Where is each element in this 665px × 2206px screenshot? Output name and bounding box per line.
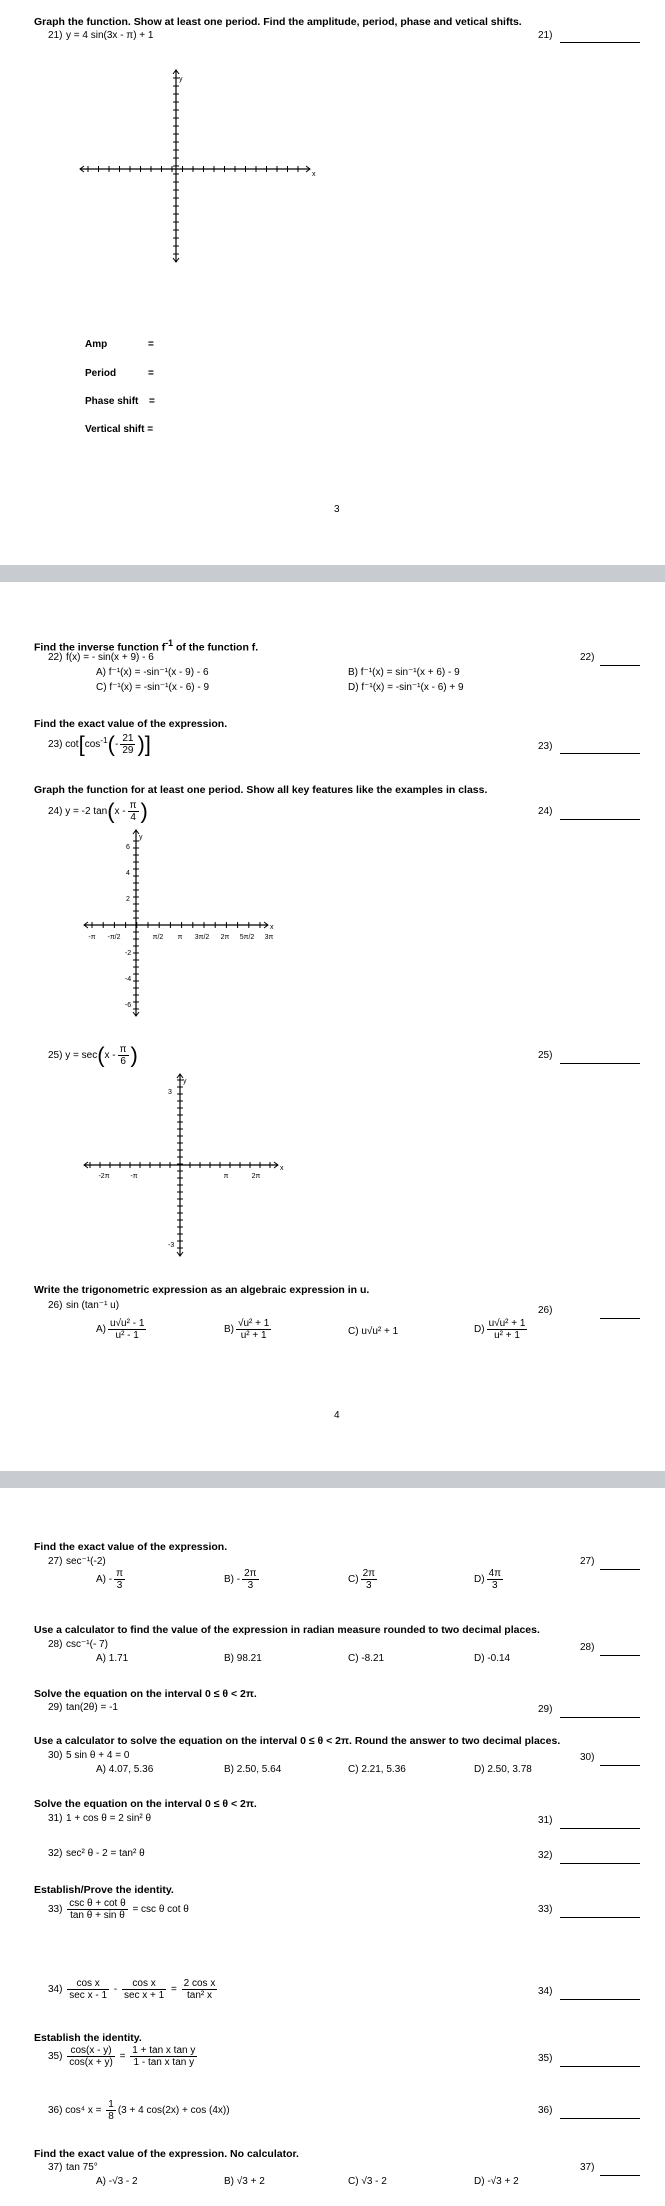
q22-option-a[interactable]: A) f⁻¹(x) = -sin⁻¹(x - 9) - 6 <box>96 667 209 678</box>
q26-option-a[interactable]: A) $\frac{\text{u√u² - 1}}{\text{u² - 1}}$ <box>96 1318 145 1341</box>
q31-equation: 1 + cos θ = 2 sin² θ <box>66 1813 152 1824</box>
x-axis-label: x <box>270 924 274 931</box>
q21-answer-label: 21) <box>538 30 553 41</box>
q26-number: 26) <box>48 1300 63 1311</box>
instruction-prove: Establish/Prove the identity. <box>34 1884 174 1896</box>
q37-number: 37) <box>48 2162 63 2173</box>
y-axis-label: y <box>183 1078 187 1085</box>
q33-identity: 33) $\frac{\text{csc θ + cot θ}}{\text{tan θ + sin θ}}$ = csc θ cot θ <box>48 1898 189 1921</box>
q37-answer-line[interactable] <box>600 2165 640 2176</box>
q25-answer-label: 25) <box>538 1050 553 1061</box>
x-tick-label: 3π <box>264 934 274 941</box>
phase-eq: = <box>149 396 155 407</box>
x-axis-label: x <box>312 171 316 178</box>
instruction-establish: Establish the identity. <box>34 2032 142 2044</box>
q22-option-d[interactable]: D) f⁻¹(x) = -sin⁻¹(x - 6) + 9 <box>348 682 464 693</box>
y-tick-label: -6 <box>124 1002 132 1009</box>
q37-option-d[interactable]: D) -√3 + 2 <box>474 2176 519 2187</box>
q22-option-c[interactable]: C) f⁻¹(x) = -sin⁻¹(x - 6) - 9 <box>96 682 210 693</box>
q26-answer-line[interactable] <box>600 1308 640 1319</box>
q30-option-d[interactable]: D) 2.50, 3.78 <box>474 1764 532 1775</box>
q27-option-b[interactable]: B) - $\frac{2\pi}{3}$ <box>224 1568 257 1591</box>
instruction-solve-2: Solve the equation on the interval 0 ≤ θ < 2π. <box>34 1798 257 1810</box>
q22-function: f(x) = - sin(x + 9) - 6 <box>66 652 154 663</box>
q24-expression: 24) y = -2 tan(x - $\frac{\pi}{4}$ ) <box>48 798 148 824</box>
q35-identity: 35) $\frac{\cos(x - y)}{\cos(x + y)}$ = $\frac{\text{1 + tan x tan y}}{\text{1 - tan x tan y}}$ <box>48 2045 196 2068</box>
instruction-no-calculator: Find the exact value of the expression. No calculator. <box>34 2148 299 2160</box>
y-axis-label: y <box>139 834 143 841</box>
instruction-inverse: Find the inverse function $f^{-1}$ of the function f. <box>34 638 259 654</box>
instruction-solve-1: Solve the equation on the interval 0 ≤ θ < 2π. <box>34 1688 257 1700</box>
page-separator-2 <box>0 1471 665 1488</box>
page-number-3: 3 <box>334 504 340 515</box>
instruction-graph: Graph the function. Show at least one period. Find the amplitude, period, phase and vetical shifts. <box>34 16 522 28</box>
graph-25[interactable] <box>82 1070 302 1260</box>
q28-number: 28) <box>48 1639 63 1650</box>
x-tick-label: -2π <box>98 1173 110 1180</box>
q31-number: 31) <box>48 1813 63 1824</box>
q27-answer-line[interactable] <box>600 1559 640 1570</box>
amp-eq: = <box>148 339 154 350</box>
period-label: Period <box>85 368 117 379</box>
y-bottom-label: -3 <box>168 1242 175 1249</box>
q37-option-b[interactable]: B) √3 + 2 <box>224 2176 265 2187</box>
q21-number: 21) <box>48 30 63 41</box>
instruction-graph-period: Graph the function for at least one period. Show all key features like the examples in class. <box>34 784 488 796</box>
instruction-exact-1: Find the exact value of the expression. <box>34 718 228 730</box>
q30-answer-label: 30) <box>580 1752 595 1763</box>
instruction-exact-2: Find the exact value of the expression. <box>34 1541 228 1553</box>
q29-equation: tan(2θ) = -1 <box>66 1702 118 1713</box>
x-tick-label: 5π/2 <box>239 934 255 941</box>
period-eq: = <box>148 368 154 379</box>
page-number-4: 4 <box>334 1410 340 1421</box>
q37-option-a[interactable]: A) -√3 - 2 <box>96 2176 138 2187</box>
q32-number: 32) <box>48 1848 63 1859</box>
q37-expression: tan 75° <box>66 2162 98 2173</box>
q28-option-b[interactable]: B) 98.21 <box>224 1653 262 1664</box>
q24-answer-label: 24) <box>538 806 553 817</box>
q32-answer-line[interactable] <box>560 1853 640 1864</box>
q34-identity: 34) $\frac{\text{cos x}}{\text{sec x - 1}}$ - $\frac{\text{cos x}}{\text{sec x + 1}}$ = $\frac{\text{2 cos x}}{\text{tan² x}}$ <box>48 1978 216 2001</box>
y-axis-label: y <box>179 76 183 83</box>
x-tick-label: π/2 <box>152 934 164 941</box>
q29-answer-label: 29) <box>538 1704 553 1715</box>
q34-answer-line[interactable] <box>560 1989 640 2000</box>
q26-option-d[interactable]: D) $\frac{\text{u√u² + 1}}{\text{u² + 1}}$ <box>474 1318 526 1341</box>
q31-answer-label: 31) <box>538 1815 553 1826</box>
instruction-calculator-solve: Use a calculator to solve the equation on the interval 0 ≤ θ < 2π. Round the answer to two decimal places. <box>34 1735 561 1747</box>
q23-answer-label: 23) <box>538 741 553 752</box>
q37-option-c[interactable]: C) √3 - 2 <box>348 2176 387 2187</box>
q28-answer-label: 28) <box>580 1642 595 1653</box>
y-tick-label: 6 <box>126 844 130 851</box>
x-tick-label: π <box>223 1173 229 1180</box>
q35-answer-label: 35) <box>538 2053 553 2064</box>
q32-equation: sec² θ - 2 = tan² θ <box>66 1848 145 1859</box>
y-tick-label: 4 <box>126 870 130 877</box>
q22-number: 22) <box>48 652 63 663</box>
q21-answer-line[interactable] <box>560 32 640 43</box>
q30-equation: 5 sin θ + 4 = 0 <box>66 1750 130 1761</box>
q30-option-c[interactable]: C) 2.21, 5.36 <box>348 1764 406 1775</box>
q37-answer-label: 37) <box>580 2162 595 2173</box>
q28-option-a[interactable]: A) 1.71 <box>96 1653 129 1664</box>
q36-identity: 36) cos⁴ x = $\frac{1}{8}$ (3 + 4 cos(2x) + cos (4x)) <box>48 2099 230 2122</box>
x-tick-label: π <box>177 934 183 941</box>
vertical-label: Vertical shift = <box>85 424 154 435</box>
q28-expression: csc⁻¹(- 7) <box>66 1639 108 1650</box>
x-tick-label: -π <box>130 1173 138 1180</box>
q27-expression: sec⁻¹(-2) <box>66 1556 106 1567</box>
q27-answer-label: 27) <box>580 1556 595 1567</box>
q26-option-c[interactable]: C) u√u² + 1 <box>348 1326 399 1337</box>
q34-answer-label: 34) <box>538 1986 553 1997</box>
q30-option-a[interactable]: A) 4.07, 5.36 <box>96 1764 154 1775</box>
page-separator-1 <box>0 565 665 582</box>
y-tick-label: -4 <box>124 976 132 983</box>
q30-number: 30) <box>48 1750 63 1761</box>
q35-answer-line[interactable] <box>560 2056 640 2067</box>
q21-function: y = 4 sin(3x - π) + 1 <box>66 30 154 41</box>
q27-number: 27) <box>48 1556 63 1567</box>
q27-option-a[interactable]: A) - $\frac{\pi}{3}$ <box>96 1568 124 1591</box>
q28-answer-line[interactable] <box>600 1645 640 1656</box>
q30-answer-line[interactable] <box>600 1755 640 1766</box>
x-tick-label: -π/2 <box>107 934 121 941</box>
x-tick-label: 3π/2 <box>194 934 210 941</box>
q29-number: 29) <box>48 1702 63 1713</box>
q36-answer-label: 36) <box>538 2105 553 2116</box>
q26-expression: sin (tan⁻¹ u) <box>66 1300 120 1311</box>
phase-label: Phase shift <box>85 396 139 407</box>
q24-answer-line[interactable] <box>560 809 640 820</box>
q31-answer-line[interactable] <box>560 1818 640 1829</box>
amp-label: Amp <box>85 339 108 350</box>
q26-option-b[interactable]: B) $\frac{\text{√u² + 1}}{\text{u² + 1}}$ <box>224 1318 270 1341</box>
q26-answer-label: 26) <box>538 1305 553 1316</box>
q27-option-d[interactable]: D) $\frac{4\pi}{3}$ <box>474 1568 502 1591</box>
q29-answer-line[interactable] <box>560 1707 640 1718</box>
q25-answer-line[interactable] <box>560 1053 640 1064</box>
q33-answer-label: 33) <box>538 1904 553 1915</box>
y-tick-label: -2 <box>124 950 132 957</box>
x-axis-label: x <box>280 1165 284 1172</box>
instruction-algebraic: Write the trigonometric expression as an algebraic expression in u. <box>34 1284 370 1296</box>
q22-answer-line[interactable] <box>600 655 640 666</box>
graph-24[interactable] <box>80 826 280 1016</box>
q27-option-c[interactable]: C) $\frac{2\pi}{3}$ <box>348 1568 376 1591</box>
q28-option-d[interactable]: D) -0.14 <box>474 1653 511 1664</box>
q25-expression: 25) y = sec(x - $\frac{\pi}{6}$ ) <box>48 1042 138 1068</box>
graph-21[interactable] <box>80 64 320 264</box>
x-tick-label: -π <box>88 934 96 941</box>
y-top-label: 3 <box>168 1089 172 1096</box>
y-tick-label: 2 <box>126 896 130 903</box>
q23-answer-line[interactable] <box>560 743 640 754</box>
q23-expression: 23) $\cot[\cos^{-1}(-$ $\frac{21}{29}$ )] <box>48 731 151 757</box>
x-tick-label: 2π <box>251 1173 261 1180</box>
q30-option-b[interactable]: B) 2.50, 5.64 <box>224 1764 282 1775</box>
q22-answer-label: 22) <box>580 652 595 663</box>
q33-answer-line[interactable] <box>560 1907 640 1918</box>
q36-answer-line[interactable] <box>560 2108 640 2119</box>
q22-option-b[interactable]: B) f⁻¹(x) = sin⁻¹(x + 6) - 9 <box>348 667 460 678</box>
instruction-calculator: Use a calculator to find the value of the expression in radian measure rounded to two decimal places. <box>34 1624 540 1636</box>
x-tick-label: 2π <box>220 934 230 941</box>
q28-option-c[interactable]: C) -8.21 <box>348 1653 385 1664</box>
q32-answer-label: 32) <box>538 1850 553 1861</box>
